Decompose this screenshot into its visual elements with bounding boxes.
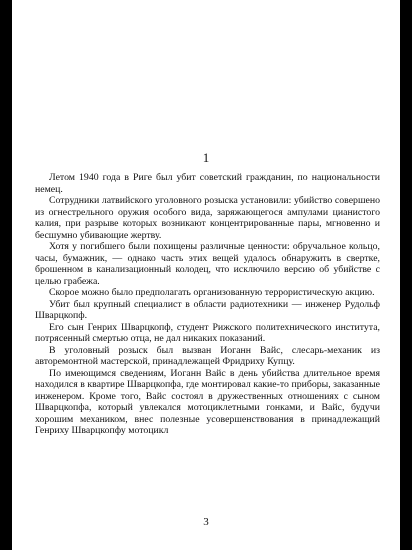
paragraph: В уголовный розыск был вызван Иоганн Вайс, слесарь-механик из авторемонтной мастерской, принадлежащей Фридриху Купцу. [35,344,380,367]
paragraph: Хотя у погибшего были похищены различные ценности: обручальное кольцо, часы, бумажник, — однако часть этих вещей удалось обнаружить в свертке, брошенном в канализационный колодец, что исключило версию об убийстве с целью грабежа. [35,241,380,287]
paragraph: Убит был крупный специалист в области радиотехники — инженер Рудольф Шварцкопф. [35,298,380,321]
book-page [12,0,400,550]
paragraph: Скорое можно было предполагать организованную террористическую акцию. [49,287,375,298]
chapter-number: 1 [202,150,210,165]
body-text [35,172,380,437]
paragraph: По имеющимся сведениям, Иоганн Вайс в день убийства длительное время находился в квартире Шварцкопфа, где монтировал какие-то приборы, заказанные инженером. Кроме того, Вайс состоял в дружественных отношениях с сыном Шварцкопфа, который увлекался мотоциклетными гонками, и Вайс, будучи хорошим механиком, внес полезные усовершенствования в принадлежащий Генриху Шварцкопфу мотоцикл [35,367,380,436]
paragraph: Сотрудники латвийского уголовного розыска установили: убийство совершено из огнестрельного оружия особого вида, заряжающегося ампулами цианистого калия, при разрыве которых возникают концентрированные пары, мгновенно и бесшумно убивающие жертву. [35,195,380,241]
paragraph: Его сын Генрих Шварцкопф, студент Рижского политехнического института, потрясенный смертью отца, не дал никаких показаний. [35,321,380,344]
paragraph: Летом 1940 года в Риге был убит советский гражданин, по национальности немец. [35,172,380,195]
page-number: 3 [203,516,209,528]
